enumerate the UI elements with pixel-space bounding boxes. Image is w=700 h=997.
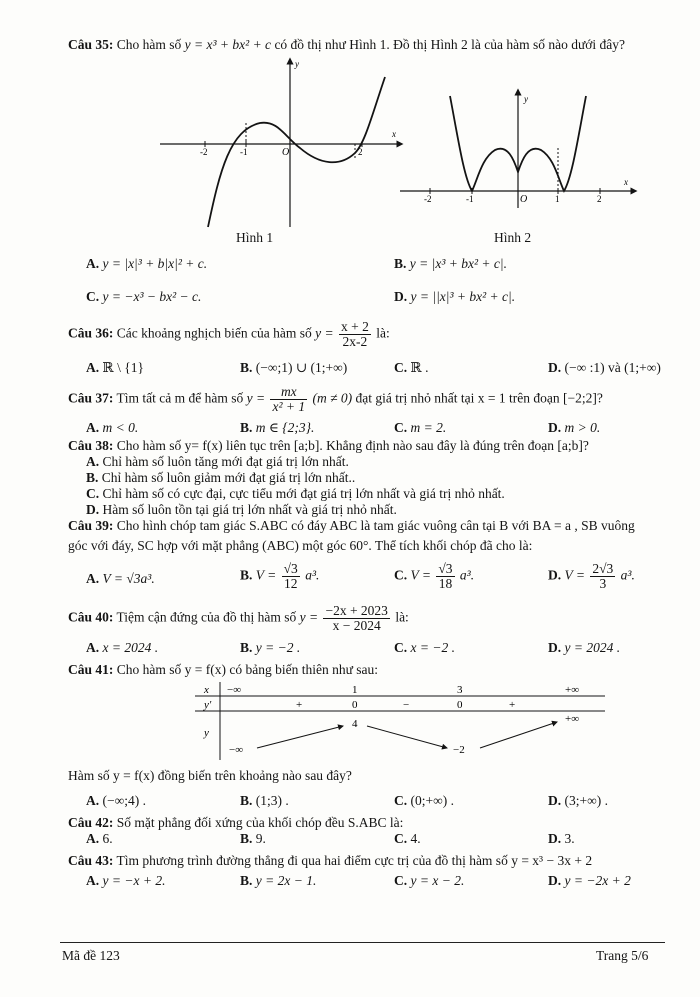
q35-function: y = x³ + bx² + c	[184, 37, 272, 52]
vt-dy-plus2: +	[509, 699, 516, 711]
q42-option-a[interactable]: A. 6.	[86, 831, 113, 846]
q38-stem: Câu 38: Cho hàm số y= f(x) liên tục trên [a;b]. Khẳng định nào sau đây là đúng trên đoạn [a;b]?	[68, 438, 589, 453]
q35-label: Câu 35:	[68, 37, 114, 52]
vt-dy-zero1: 0	[352, 699, 358, 711]
q40-fraction: $\frac{-2x + 2023}{x - 2024}$	[325, 603, 388, 633]
q35-option-c[interactable]: C. y = −x³ − bx² − c.	[86, 289, 202, 304]
vt-y-header: y	[204, 727, 209, 739]
q43-option-b[interactable]: B. y = 2x − 1.	[240, 873, 317, 888]
fig1-x-label: x	[392, 129, 396, 139]
q36-option-d[interactable]: D. (−∞ :1) và (1;+∞)	[548, 360, 661, 375]
vt-y-neg-inf: −∞	[229, 744, 244, 756]
q41-question: Hàm số y = f(x) đồng biến trên khoảng nào sau đây?	[68, 768, 352, 783]
q37-option-a[interactable]: A. m < 0.	[86, 420, 139, 435]
q35-option-a[interactable]: A. y = |x|³ + b|x|² + c.	[86, 256, 208, 271]
q41-option-d[interactable]: D. (3;+∞) .	[548, 793, 608, 808]
q37-option-d[interactable]: D. m > 0.	[548, 420, 601, 435]
vt-arrow-up-1	[257, 726, 343, 748]
q40-option-a[interactable]: A. x = 2024 .	[86, 640, 159, 655]
vt-dy-zero2: 0	[457, 699, 463, 711]
q37-option-c[interactable]: C. m = 2.	[394, 420, 447, 435]
vt-arrow-up-2	[480, 722, 557, 748]
q37-stem: Câu 37: Tìm tất cả m để hàm số y = $\frac{mx}{\text{x² + 1}}$ (m ≠ 0) đạt giá trị nhỏ nhất tại x = 1 trên đoạn [−2;2]?	[68, 384, 603, 414]
fig1-tick-neg2: -2	[200, 147, 208, 157]
q43-option-a[interactable]: A. y = −x + 2.	[86, 873, 166, 888]
q43-option-d[interactable]: D. y = −2x + 2	[548, 873, 631, 888]
q42-option-c[interactable]: C. 4.	[394, 831, 421, 846]
q38-option-c[interactable]: C. Chỉ hàm số có cực đại, cực tiểu mới đạt giá trị lớn nhất và giá trị nhỏ nhất.	[86, 486, 505, 501]
q39-stem-line1: Câu 39: Cho hình chóp tam giác S.ABC có đáy ABC là tam giác vuông cân tại B với BA = a , SB vuông	[68, 518, 635, 533]
q42-option-d[interactable]: D. 3.	[548, 831, 575, 846]
figure-2-caption: Hình 2	[494, 230, 532, 245]
footer-page-number: Trang 5/6	[596, 948, 649, 963]
q43-label: Câu 43:	[68, 853, 114, 868]
q39-option-d[interactable]: D. V = $\frac{2√3}{3}$ a³.	[548, 561, 635, 591]
q39-option-b[interactable]: B. V = $\frac{√3}{12}$ a³.	[240, 561, 320, 591]
q40-stem: Câu 40: Tiệm cận đứng của đồ thị hàm số y = $\frac{-2x + 2023}{x - 2024}$ là:	[68, 603, 409, 633]
q40-option-d[interactable]: D. y = 2024 .	[548, 640, 621, 655]
q39-option-a[interactable]: A. V = √3a³.	[86, 571, 155, 586]
q38-option-a[interactable]: A. Chỉ hàm số luôn tăng mới đạt giá trị lớn nhất.	[86, 454, 349, 469]
fig2-tick-neg2: -2	[424, 194, 432, 204]
q36-option-a[interactable]: A. ℝ \ {1}	[86, 360, 144, 375]
q36-option-b[interactable]: B. (−∞;1) ∪ (1;+∞)	[240, 360, 348, 375]
fig1-tick-neg1: -1	[240, 147, 248, 157]
q35-stem: Câu 35: Cho hàm số y = x³ + bx² + c có đồ thị như Hình 1. Đồ thị Hình 2 là của hàm số nào dưới đây?	[68, 37, 626, 52]
vt-x-pos-inf: +∞	[565, 684, 580, 696]
q39-option-c[interactable]: C. V = $\frac{√3}{18}$ a³.	[394, 561, 475, 591]
variation-table	[195, 682, 605, 762]
fig1-tick-2: 2	[358, 147, 363, 157]
q37-option-b[interactable]: B. m ∈ {2;3}.	[240, 420, 315, 435]
fig1-origin: O	[282, 147, 290, 158]
vt-x-1: 1	[352, 684, 358, 696]
fig1-y-label: y	[295, 59, 299, 69]
q41-stem: Câu 41: Cho hàm số y = f(x) có bảng biến thiên như sau:	[68, 662, 379, 677]
q41-label: Câu 41:	[68, 662, 114, 677]
fig2-tick-2: 2	[597, 194, 602, 204]
footer-rule	[60, 942, 665, 943]
q36-label: Câu 36:	[68, 325, 114, 341]
q36-option-c[interactable]: C. ℝ .	[394, 360, 429, 375]
q38-label: Câu 38:	[68, 438, 114, 453]
vt-x-header: x	[204, 684, 209, 696]
q43-stem: Câu 43: Tìm phương trình đường thẳng đi qua hai điểm cực trị của đồ thị hàm số y = x³ − 3x + 2	[68, 853, 593, 868]
q41-option-b[interactable]: B. (1;3) .	[240, 793, 289, 808]
vt-x-neg-inf: −∞	[227, 684, 242, 696]
q36-fraction: $\frac{x + 2}{2x-2}$	[340, 319, 369, 349]
q39-stem-line2: góc với đáy, SC hợp với mặt phẳng (ABC) một góc 60°. Thể tích khối chóp đã cho là:	[68, 538, 533, 553]
q37-fraction: $\frac{mx}{\text{x² + 1}}$	[272, 384, 306, 414]
q42-option-b[interactable]: B. 9.	[240, 831, 266, 846]
vt-dy-minus: −	[403, 699, 410, 711]
q38-option-b[interactable]: B. Chỉ hàm số luôn giảm mới đạt giá trị lớn nhất..	[86, 470, 356, 485]
q38-option-d[interactable]: D. Hàm số luôn tồn tại giá trị lớn nhất và giá trị nhỏ nhất.	[86, 502, 397, 517]
q40-option-b[interactable]: B. y = −2 .	[240, 640, 301, 655]
q37-label: Câu 37:	[68, 390, 114, 406]
vt-y-min: −2	[453, 744, 465, 756]
figure-2-graph	[400, 88, 640, 228]
q43-option-c[interactable]: C. y = x − 2.	[394, 873, 465, 888]
q41-option-c[interactable]: C. (0;+∞) .	[394, 793, 454, 808]
vt-dy-header: y'	[204, 699, 212, 711]
q42-label: Câu 42:	[68, 815, 114, 830]
q40-option-c[interactable]: C. x = −2 .	[394, 640, 455, 655]
q35-option-b[interactable]: B. y = |x³ + bx² + c|.	[394, 256, 507, 271]
q40-label: Câu 40:	[68, 609, 114, 625]
vt-arrow-down	[367, 726, 447, 748]
vt-dy-plus1: +	[296, 699, 303, 711]
fig2-tick-neg1: -1	[466, 194, 474, 204]
fig2-tick-1: 1	[555, 194, 560, 204]
q36-stem: Câu 36: Các khoảng nghịch biến của hàm số y = $\frac{x + 2}{2x-2}$ là:	[68, 319, 390, 349]
fig2-x-label: x	[624, 177, 628, 187]
vt-x-3: 3	[457, 684, 463, 696]
fig2-y-label: y	[524, 94, 528, 104]
vt-y-max: 4	[352, 718, 358, 730]
q42-stem: Câu 42: Số mặt phẳng đối xứng của khối chóp đều S.ABC là:	[68, 815, 404, 830]
q35-option-d[interactable]: D. y = ||x|³ + bx² + c|.	[394, 289, 516, 304]
fig2-origin: O	[520, 194, 528, 205]
q39-label: Câu 39:	[68, 518, 114, 533]
q41-option-a[interactable]: A. (−∞;4) .	[86, 793, 146, 808]
figure-1-caption: Hình 1	[236, 230, 274, 245]
figure-1-graph	[160, 55, 410, 230]
footer-exam-code: Mã đề 123	[62, 948, 120, 963]
vt-y-pos-inf: +∞	[565, 713, 580, 725]
